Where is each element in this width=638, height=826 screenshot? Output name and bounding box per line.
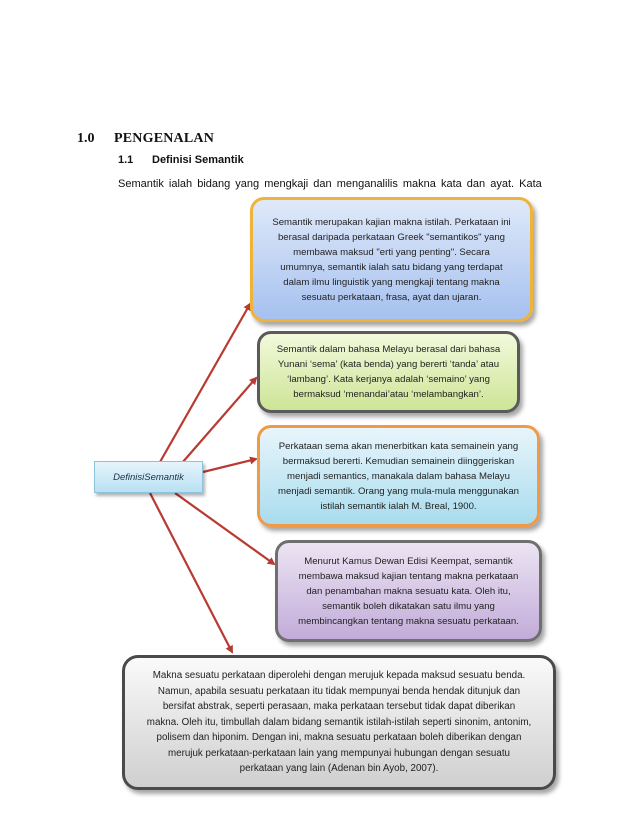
box4-line: dan penambahan makna sesuatu kata. Oleh itu, [306, 585, 511, 597]
box3-line: bermaksud bererti. Kemudian semainein diinggeriskan [282, 455, 515, 467]
definition-box-4 [275, 540, 542, 642]
center-label: DefinisiSemantik [113, 471, 184, 483]
box4-line: semantik boleh dikatakan satu ilmu yang [322, 600, 495, 612]
arrow-to-box3 [203, 459, 256, 472]
box2-line: Semantik dalam bahasa Melayu berasal dari bahasa [276, 344, 501, 355]
box5-line: polisem dan hiponim. Dengan ini, makna sesuatu perkataan boleh diberikan dengan [156, 732, 522, 744]
box1-line: dalam ilmu linguistik yang mengkaji tentang makna [283, 276, 500, 288]
box5-line: Makna sesuatu perkataan diperolehi dengan merujuk kepada maksud sesuatu benda. [152, 670, 526, 682]
arrow-to-box5 [150, 493, 232, 652]
subheading-title: Definisi Semantik [152, 154, 244, 166]
box5-line: Namun, apabila sesuatu perkataan itu tidak mempunyai benda hendak ditunjuk dan [157, 685, 521, 697]
arrow-to-box2 [182, 378, 256, 463]
subheading-number: 1.1 [118, 154, 134, 166]
box5-line: bersifat abstrak, seperti perasaan, maka perkataan tersebut tidak dapat diberikan [162, 701, 516, 713]
box5-line: makna. Oleh itu, timbullah dalam bidang semantik istilah-istilah seperti sinonim, antonim, [146, 716, 532, 728]
definition-box-1 [250, 197, 533, 322]
box1-line: membawa maksud "erti yang penting". Secara [293, 246, 490, 258]
heading-number: 1.0 [77, 131, 95, 146]
box2-line: ‘lambang’. Kata kerjanya adalah ‘semaino’ yang [287, 374, 490, 385]
heading-title: PENGENALAN [114, 131, 215, 146]
definition-box-3 [257, 425, 540, 527]
arrow-to-box1 [160, 304, 250, 462]
box3-line: menjadi semantics, manakala dalam bahasa Melayu [287, 470, 510, 482]
definition-box-2 [257, 331, 520, 413]
box3-line: Perkataan sema akan menerbitkan kata semainein yang [278, 440, 519, 452]
box5-line: merujuk perkataan-perkataan lain yang mempunyai hubungan dengan sesuatu [167, 747, 511, 759]
center-definition-box [94, 461, 203, 493]
box4-line: membawa maksud kajian tentang makna perkataan [298, 570, 519, 582]
box1-line: umumnya, semantik ialah satu bidang yang terdapat [280, 261, 503, 273]
definition-box-5 [122, 655, 556, 790]
box4-line: Menurut Kamus Dewan Edisi Keempat, semantik [304, 555, 513, 567]
box3-line: istilah semantik ialah M. Breal, 1900. [320, 500, 477, 512]
box2-line: Yunani ‘sema’ (kata benda) yang bererti ‘tanda’ atau [277, 359, 500, 370]
box1-line: Semantik merupakan kajian makna istilah. Perkataan ini [272, 216, 511, 228]
box1-line: berasal daripada perkataan Greek "semantikos" yang [277, 231, 506, 243]
box2-line: bermaksud ‘menandai’atau ‘melambangkan’. [293, 389, 484, 400]
box5-line: perkataan yang lain (Adenan bin Ayob, 2007). [239, 763, 439, 775]
box1-line: sesuatu perkataan, frasa, ayat dan ujaran. [301, 291, 482, 303]
intro-paragraph: Semantik ialah bidang yang mengkaji dan menganalilis makna kata dan ayat. Kata [118, 178, 542, 190]
box3-line: menjadi semantik. Orang yang mula-mula menggunakan [277, 485, 520, 497]
box4-line: membincangkan tentang makna sesuatu perkataan. [298, 615, 519, 627]
